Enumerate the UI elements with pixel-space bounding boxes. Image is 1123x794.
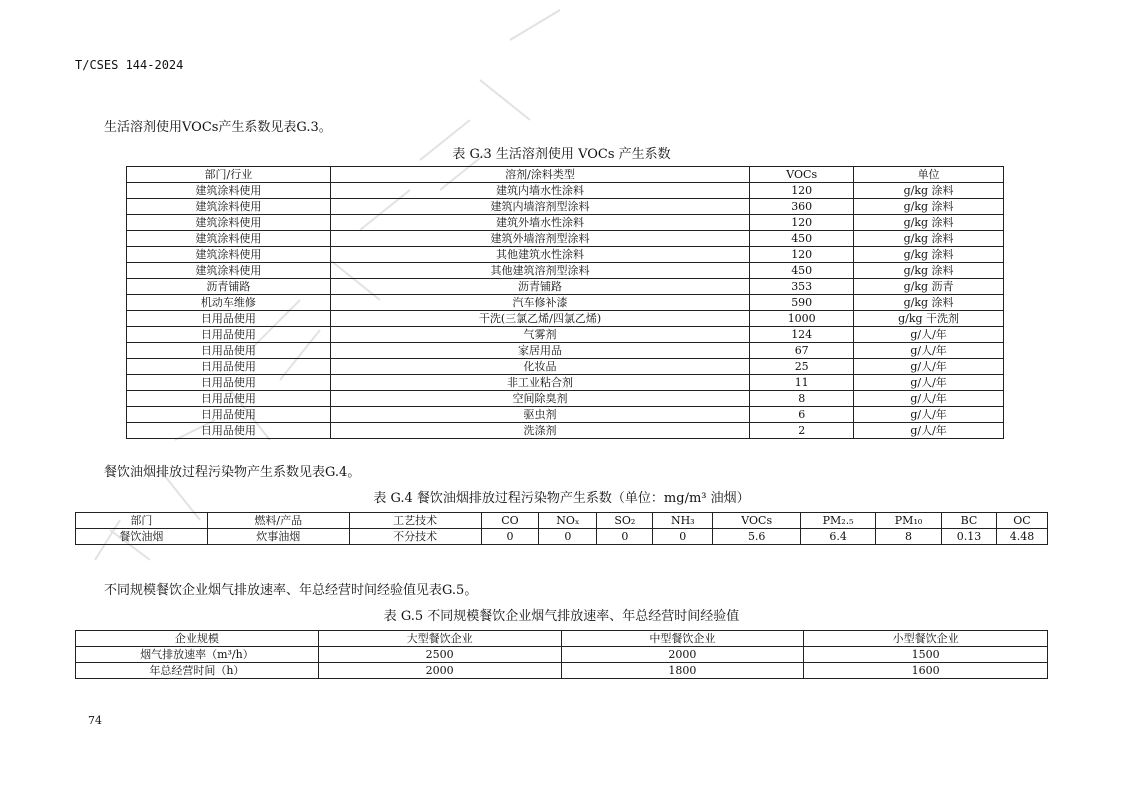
table-cell: 590 (750, 295, 854, 311)
column-header: VOCs (750, 167, 854, 183)
column-header: CO (481, 513, 539, 529)
table-cell: 气雾剂 (330, 327, 749, 343)
table-row (76, 663, 1048, 679)
table-cell: 干洗(三氯乙烯/四氯乙烯) (330, 311, 749, 327)
table-cell: 其他建筑溶剂型涂料 (330, 263, 749, 279)
table-g4 (75, 512, 1048, 545)
table-cell: 2500 (318, 647, 561, 663)
table-row (127, 359, 1004, 375)
table-body (76, 647, 1048, 679)
column-header: VOCs (713, 513, 801, 529)
table-cell: g/kg 涂料 (854, 215, 1004, 231)
table-cell: g/kg 涂料 (854, 183, 1004, 199)
table-cell: 空间除臭剂 (330, 391, 749, 407)
table-cell: 建筑涂料使用 (127, 183, 331, 199)
table-cell: 汽车修补漆 (330, 295, 749, 311)
table-cell: 洗涤剂 (330, 423, 749, 439)
column-header: 单位 (854, 167, 1004, 183)
table-cell: 日用品使用 (127, 343, 331, 359)
column-header: 部门/行业 (127, 167, 331, 183)
page-number: 74 (88, 714, 102, 727)
column-header: 中型餐饮企业 (561, 631, 804, 647)
table-cell: 120 (750, 215, 854, 231)
table-row (76, 647, 1048, 663)
table-cell: g/人/年 (854, 359, 1004, 375)
table-cell: 4.48 (996, 529, 1047, 545)
table-cell: g/人/年 (854, 343, 1004, 359)
table-cell: 450 (750, 231, 854, 247)
table-cell: 不分技术 (349, 529, 481, 545)
table-cell: 机动车维修 (127, 295, 331, 311)
table-cell: g/人/年 (854, 375, 1004, 391)
table-cell: g/kg 沥青 (854, 279, 1004, 295)
column-header: 大型餐饮企业 (318, 631, 561, 647)
table-cell: 建筑涂料使用 (127, 247, 331, 263)
table-header-row (76, 631, 1048, 647)
column-header: PM₂.₅ (801, 513, 876, 529)
table-row (127, 215, 1004, 231)
table-row (127, 311, 1004, 327)
column-header: NOₓ (539, 513, 597, 529)
column-header: 溶剂/涂料类型 (330, 167, 749, 183)
table-g3 (126, 166, 1004, 439)
table-row (127, 263, 1004, 279)
table-cell: g/kg 涂料 (854, 295, 1004, 311)
table-cell: 化妆品 (330, 359, 749, 375)
table-cell: 67 (750, 343, 854, 359)
table-cell: 124 (750, 327, 854, 343)
table-cell: g/kg 涂料 (854, 199, 1004, 215)
table-row (127, 199, 1004, 215)
table-cell: g/kg 干洗剂 (854, 311, 1004, 327)
column-header: 小型餐饮企业 (804, 631, 1048, 647)
table-row (127, 327, 1004, 343)
table-row (127, 247, 1004, 263)
table-cell: 0 (597, 529, 653, 545)
table-cell: 450 (750, 263, 854, 279)
column-header: BC (942, 513, 997, 529)
table-cell: 建筑涂料使用 (127, 263, 331, 279)
table-row (127, 375, 1004, 391)
caption-g5: 表 G.5 不同规模餐饮企业烟气排放速率、年总经营时间经验值 (383, 609, 740, 624)
table-row (127, 183, 1004, 199)
table-cell: 沥青铺路 (330, 279, 749, 295)
table-cell: 2000 (318, 663, 561, 679)
table-cell: 建筑内墙水性涂料 (330, 183, 749, 199)
table-cell: 2 (750, 423, 854, 439)
table-cell: 360 (750, 199, 854, 215)
intro-g5: 不同规模餐饮企业烟气排放速率、年总经营时间经验值见表G.5。 (104, 583, 478, 598)
table-cell: g/人/年 (854, 423, 1004, 439)
table-cell: g/kg 涂料 (854, 263, 1004, 279)
table-cell: 5.6 (713, 529, 801, 545)
table-cell: 353 (750, 279, 854, 295)
table-cell: 建筑涂料使用 (127, 215, 331, 231)
table-cell: 6 (750, 407, 854, 423)
column-header: 部门 (76, 513, 208, 529)
column-header: 企业规模 (76, 631, 319, 647)
column-header: PM₁₀ (876, 513, 942, 529)
column-header: OC (996, 513, 1047, 529)
table-cell: 6.4 (801, 529, 876, 545)
table-cell: 日用品使用 (127, 359, 331, 375)
column-header: SO₂ (597, 513, 653, 529)
intro-g3: 生活溶剂使用VOCs产生系数见表G.3。 (104, 120, 332, 135)
table-cell: g/人/年 (854, 407, 1004, 423)
table-cell: 0 (539, 529, 597, 545)
table-cell: 驱虫剂 (330, 407, 749, 423)
table-cell: 120 (750, 247, 854, 263)
column-header: NH₃ (653, 513, 713, 529)
table-g5 (75, 630, 1048, 679)
table-cell: 建筑涂料使用 (127, 231, 331, 247)
table-cell: 8 (750, 391, 854, 407)
table-cell: 1500 (804, 647, 1048, 663)
table-cell: 0.13 (942, 529, 997, 545)
caption-g4: 表 G.4 餐饮油烟排放过程污染物产生系数（单位：mg/m³ 油烟） (373, 491, 750, 506)
table-header-row (127, 167, 1004, 183)
table-cell: g/人/年 (854, 391, 1004, 407)
caption-g3: 表 G.3 生活溶剂使用 VOCs 产生系数 (452, 147, 671, 162)
table-cell: 建筑涂料使用 (127, 199, 331, 215)
table-cell: 1000 (750, 311, 854, 327)
table-cell: 餐饮油烟 (76, 529, 208, 545)
table-row (127, 231, 1004, 247)
table-cell: 1800 (561, 663, 804, 679)
table-cell: 1600 (804, 663, 1048, 679)
column-header: 燃料/产品 (207, 513, 349, 529)
table-cell: 0 (653, 529, 713, 545)
table-cell: 0 (481, 529, 539, 545)
table-cell: 沥青铺路 (127, 279, 331, 295)
table-cell: 120 (750, 183, 854, 199)
table-cell: 家居用品 (330, 343, 749, 359)
table-cell: g/kg 涂料 (854, 231, 1004, 247)
table-cell: 烟气排放速率（m³/h） (76, 647, 319, 663)
table-cell: 8 (876, 529, 942, 545)
table-cell: 2000 (561, 647, 804, 663)
table-row (127, 295, 1004, 311)
table-cell: 日用品使用 (127, 311, 331, 327)
table-cell: 日用品使用 (127, 327, 331, 343)
table-header-row (76, 513, 1048, 529)
table-cell: 建筑外墙溶剂型涂料 (330, 231, 749, 247)
table-row (127, 423, 1004, 439)
intro-g4: 餐饮油烟排放过程污染物产生系数见表G.4。 (104, 465, 361, 480)
table-body (76, 529, 1048, 545)
table-body (127, 183, 1004, 439)
table-cell: 日用品使用 (127, 391, 331, 407)
table-cell: 日用品使用 (127, 375, 331, 391)
table-cell: 25 (750, 359, 854, 375)
table-cell: g/人/年 (854, 327, 1004, 343)
table-row (76, 529, 1048, 545)
table-cell: 11 (750, 375, 854, 391)
table-cell: 建筑内墙溶剂型涂料 (330, 199, 749, 215)
table-row (127, 343, 1004, 359)
table-cell: 年总经营时间（h） (76, 663, 319, 679)
table-cell: 建筑外墙水性涂料 (330, 215, 749, 231)
table-row (127, 407, 1004, 423)
table-cell: 日用品使用 (127, 423, 331, 439)
table-cell: 日用品使用 (127, 407, 331, 423)
table-cell: 炊事油烟 (207, 529, 349, 545)
table-row (127, 391, 1004, 407)
table-cell: 非工业粘合剂 (330, 375, 749, 391)
table-row (127, 279, 1004, 295)
column-header: 工艺技术 (349, 513, 481, 529)
document-code-header: T/CSES 144-2024 (75, 58, 184, 72)
table-cell: 其他建筑水性涂料 (330, 247, 749, 263)
table-cell: g/kg 涂料 (854, 247, 1004, 263)
